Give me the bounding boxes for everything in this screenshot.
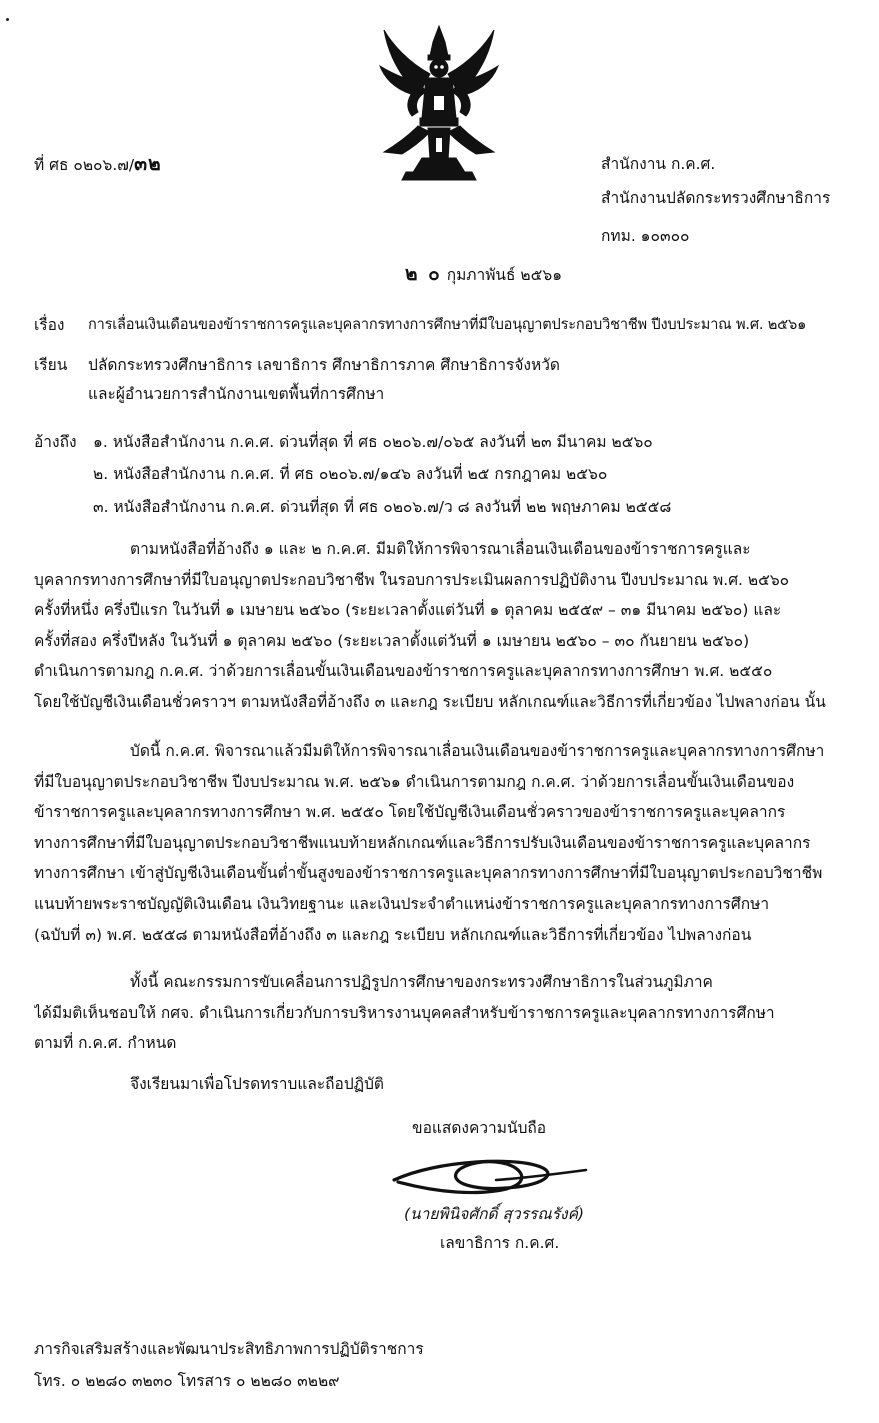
paragraph-line: ครั้งที่สอง ครึ่งปีหลัง ในวันที่ ๑ ตุลาคม ๒๕๖๐ (ระยะเวลาตั้งแต่วันที่ ๑ เมษายน ๒๕๖๐ – ๓๐ กันยายน ๒๕๖๐)	[34, 631, 750, 650]
garuda-emblem-icon	[378, 22, 500, 182]
signatory-name: (นายพินิจศักดิ์ สุวรรณรังค์)	[404, 1205, 585, 1223]
body-paragraph-3	[34, 967, 850, 1059]
reference-item: ๓. หนังสือสำนักงาน ก.ค.ศ. ด่วนที่สุด ที่ ศธ ๐๒๐๖.๗/ว ๘ ลงวันที่ ๒๒ พฤษภาคม ๒๕๕๘	[93, 498, 672, 516]
paragraph-line: ทางการศึกษาที่มีใบอนุญาตประกอบวิชาชีพแนบท้ายหลักเกณฑ์และวิธีการปรับเงินเดือนของข้าราชการครูและบุคลากร	[34, 833, 811, 852]
date-text: กุมภาพันธ์ ๒๕๖๑	[446, 266, 563, 284]
recipient-line-1: ปลัดกระทรวงศึกษาธิการ เลขาธิการ ศึกษาธิการภาค ศึกษาธิการจังหวัด	[88, 356, 560, 374]
footer-contact: โทร. ๐ ๒๒๘๐ ๓๒๓๐ โทรสาร ๐ ๒๒๘๐ ๓๒๒๙	[34, 1372, 340, 1390]
reference-item: ๒. หนังสือสำนักงาน ก.ค.ศ. ที่ ศธ ๐๒๐๖.๗/๑๔๖ ลงวันที่ ๒๕ กรกฎาคม ๒๕๖๐	[93, 465, 608, 483]
sender-line-1: สำนักงาน ก.ค.ศ.	[601, 155, 716, 173]
sender-line-2: สำนักงานปลัดกระทรวงศึกษาธิการ	[601, 189, 831, 207]
salutation: ขอแสดงความนับถือ	[412, 1119, 547, 1137]
paragraph-line: แนบท้ายพระราชบัญญัติเงินเดือน เงินวิทยฐานะ และเงินประจำตำแหน่งข้าราชการครูและบุคลากรทางการศึกษา	[34, 894, 770, 913]
paragraph-line: ที่มีใบอนุญาตประกอบวิชาชีพ ปีงบประมาณ พ.ศ. ๒๕๖๑ ดำเนินการตามกฎ ก.ค.ศ. ว่าด้วยการเลื่อนขั้นเงินเดือนของ	[34, 772, 795, 791]
date-day-handwritten: ๒ ๐	[405, 263, 442, 285]
document-number-handwritten: ๓๒	[134, 153, 162, 175]
paragraph-line: บัดนี้ ก.ค.ศ. พิจารณาแล้วมีมติให้การพิจารณาเลื่อนเงินเดือนของข้าราชการครูและบุคลากรทางการศึกษา	[130, 742, 825, 760]
signatory-title: เลขาธิการ ก.ค.ศ.	[440, 1234, 560, 1252]
paragraph-line: ทางการศึกษา เข้าสู่บัญชีเงินเดือนขั้นต่ำขั้นสูงของข้าราชการครูและบุคลากรทางการศึกษาที่มีใบอนุญาตประกอบวิชาชีพ	[34, 864, 823, 883]
paragraph-line: ได้มีมติเห็นชอบให้ กศจ. ดำเนินการเกี่ยวกับการบริหารงานบุคคลสำหรับข้าราชการครูและบุคลากรทางการศึกษา	[34, 1003, 775, 1022]
paragraph-line: ตามที่ ก.ค.ศ. กำหนด	[34, 1034, 177, 1053]
subject-text: การเลื่อนเงินเดือนของข้าราชการครูและบุคลากรทางการศึกษาที่มีใบอนุญาตประกอบวิชาชีพ ปีงบประมาณ พ.ศ. ๒๕๖๑	[88, 316, 807, 333]
paragraph-line: ดำเนินการตามกฎ ก.ค.ศ. ว่าด้วยการเลื่อนขั้นเงินเดือนของข้าราชการครูและบุคลากรทางการศึกษา พ.ศ. ๒๕๕๐	[34, 662, 773, 681]
paragraph-line: ตามหนังสือที่อ้างถึง ๑ และ ๒ ก.ค.ศ. มีมติให้การพิจารณาเลื่อนเงินเดือนของข้าราชการครูและ	[130, 540, 751, 558]
recipient-label: เรียน	[34, 356, 68, 374]
paragraph-line: ทั้งนี้ คณะกรรมการขับเคลื่อนการปฏิรูปการศึกษาของกระทรวงศึกษาธิการในส่วนภูมิภาค	[130, 973, 713, 991]
footer-office: ภารกิจเสริมสร้างและพัฒนาประสิทธิภาพการปฏิบัติราชการ	[34, 1340, 424, 1358]
reference-item: ๑. หนังสือสำนักงาน ก.ค.ศ. ด่วนที่สุด ที่ ศธ ๐๒๐๖.๗/๐๖๕ ลงวันที่ ๒๓ มีนาคม ๒๕๖๐	[93, 433, 653, 451]
document-number	[34, 154, 162, 175]
subject-label: เรื่อง	[34, 316, 65, 334]
recipient-line-2: และผู้อำนวยการสำนักงานเขตพื้นที่การศึกษา	[88, 385, 385, 403]
paragraph-line: ข้าราชการครูและบุคลากรทางการศึกษา พ.ศ. ๒๕๕๐ โดยใช้บัญชีเงินเดือนชั่วคราวของข้าราชการครูและบุคลากร	[34, 803, 786, 822]
document-date	[405, 264, 562, 285]
paragraph-line: โดยใช้บัญชีเงินเดือนชั่วคราวฯ ตามหนังสือที่อ้างถึง ๓ และกฎ ระเบียบ หลักเกณฑ์และวิธีการที่เกี่ยวข้อง ไปพลางก่อน นั้น	[34, 692, 826, 711]
document-number-text: ที่ ศธ ๐๒๐๖.๗/	[34, 156, 135, 174]
sender-line-3: กทม. ๑๐๓๐๐	[601, 227, 690, 245]
scan-speck	[6, 18, 9, 21]
paragraph-line: บุคลากรทางการศึกษาที่มีใบอนุญาตประกอบวิชาชีพ ในรอบการประเมินผลการปฏิบัติงาน ปีงบประมาณ พ.ศ. ๒๕๖๐	[34, 570, 790, 589]
paragraph-line: ครั้งที่หนึ่ง ครึ่งปีแรก ในวันที่ ๑ เมษายน ๒๕๖๐ (ระยะเวลาตั้งแต่วันที่ ๑ ตุลาคม ๒๕๕๙ – ๓๑ มีนาคม ๒๕๖๐) และ	[34, 601, 782, 620]
closing-request: จึงเรียนมาเพื่อโปรดทราบและถือปฏิบัติ	[130, 1075, 384, 1093]
references-label: อ้างถึง	[34, 433, 77, 451]
body-paragraph-2	[34, 736, 850, 950]
body-paragraph-1	[34, 534, 850, 718]
handwritten-signature-icon	[386, 1140, 596, 1200]
paragraph-line: (ฉบับที่ ๓) พ.ศ. ๒๕๕๘ ตามหนังสือที่อ้างถึง ๓ และกฎ ระเบียบ หลักเกณฑ์และวิธีการที่เกี่ยวข้อง ไปพลางก่อน	[34, 925, 752, 944]
